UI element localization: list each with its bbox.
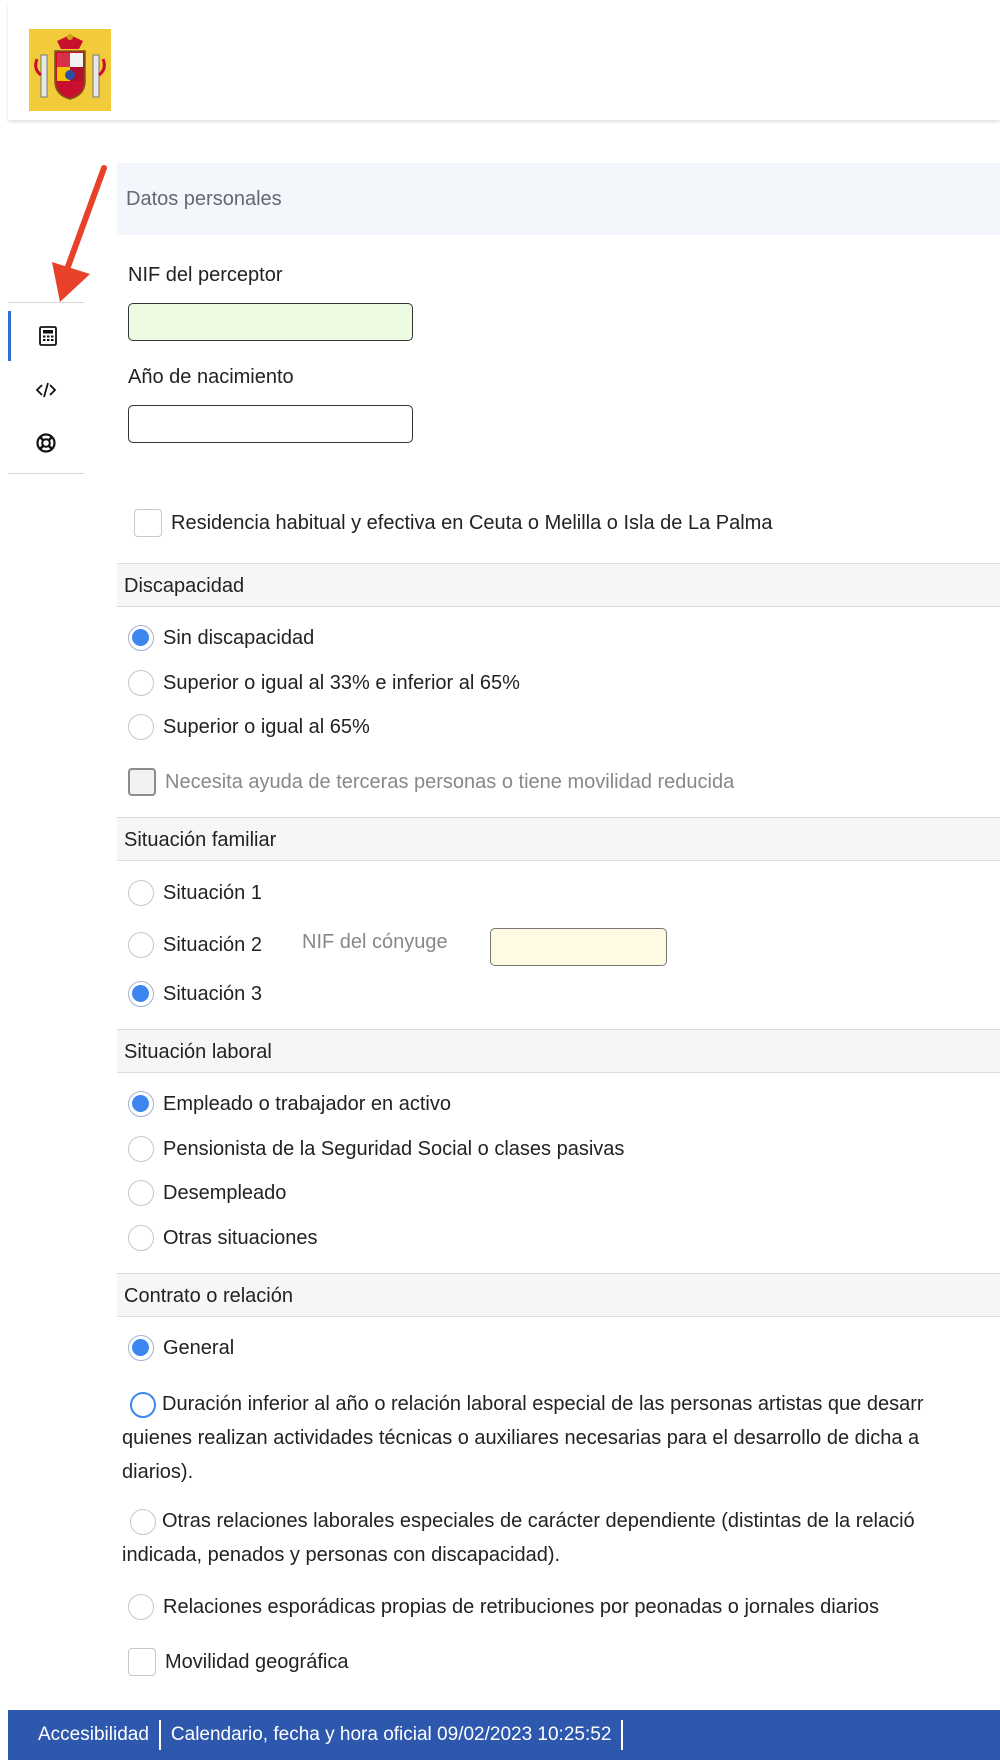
third-party-help-label: Necesita ayuda de terceras personas o tiene movilidad reducida (165, 770, 735, 793)
residence-label: Residencia habitual y efectiva en Ceuta o Melilla o Isla de La Palma (171, 511, 773, 534)
option-label: Empleado o trabajador en activo (163, 1092, 451, 1115)
radio-button[interactable] (128, 932, 154, 958)
radio-button[interactable] (128, 1335, 154, 1361)
option-label: Situación 3 (163, 982, 262, 1005)
option-label: Situación 1 (163, 881, 262, 904)
option-label-line1: Duración inferior al año o relación laboral especial de las personas artistas que desarr (162, 1393, 924, 1415)
contract-option-other-special[interactable] (122, 1504, 1000, 1572)
family-option-3[interactable] (128, 981, 262, 1007)
nav-item-help[interactable] (8, 418, 84, 468)
employment-option-pensioner[interactable] (128, 1136, 624, 1162)
family-option-1[interactable] (128, 880, 262, 906)
option-label: Pensionista de la Seguridad Social o clases pasivas (163, 1137, 625, 1160)
option-label: Superior o igual al 65% (163, 715, 370, 738)
third-party-help-checkbox[interactable] (128, 768, 156, 796)
official-calendar-link[interactable]: Calendario, fecha y hora oficial 09/02/2023 10:25:52 (170, 1724, 612, 1745)
radio-button[interactable] (128, 880, 154, 906)
radio-button[interactable] (128, 714, 154, 740)
option-label: Otras situaciones (163, 1226, 318, 1249)
employment-option-other[interactable] (128, 1225, 318, 1251)
option-label: Sin discapacidad (163, 626, 315, 649)
option-label-line2: quienes realizan actividades técnicas o auxiliares necesarias para el desarrollo de dicha a (122, 1427, 920, 1449)
lifebuoy-icon (35, 432, 57, 454)
code-icon (35, 379, 57, 401)
radio-button[interactable] (128, 981, 154, 1007)
family-option-2[interactable] (128, 932, 262, 958)
spain-coat-of-arms-logo[interactable] (29, 29, 111, 111)
calculator-icon (37, 325, 59, 347)
option-label: Superior o igual al 33% e inferior al 65% (163, 671, 520, 694)
section-title-personal-data: Datos personales (117, 163, 1000, 235)
radio-button[interactable] (128, 1136, 154, 1162)
side-navigation (8, 302, 84, 474)
option-label-line1: Otras relaciones laborales especiales de carácter dependiente (distintas de la relació (162, 1510, 915, 1532)
birth-year-input[interactable] (128, 405, 413, 443)
option-label: General (163, 1336, 235, 1359)
option-label: Desempleado (163, 1181, 287, 1204)
radio-button[interactable] (130, 1509, 156, 1535)
contract-option-short-duration[interactable] (122, 1387, 1000, 1489)
nif-input[interactable] (128, 303, 413, 341)
option-label: Situación 2 (163, 933, 262, 956)
group-header-family: Situación familiar (117, 817, 1000, 861)
radio-button[interactable] (128, 1180, 154, 1206)
geographic-mobility-label: Movilidad geográfica (165, 1650, 349, 1673)
annotation-arrow-icon (40, 160, 120, 310)
radio-button[interactable] (128, 1225, 154, 1251)
contract-option-general[interactable] (128, 1335, 234, 1361)
disability-option-33-65[interactable] (128, 670, 520, 696)
group-header-employment: Situación laboral (117, 1029, 1000, 1073)
accessibility-link[interactable]: Accesibilidad (38, 1724, 149, 1745)
spouse-nif-input[interactable] (490, 928, 667, 966)
employment-option-unemployed[interactable] (128, 1180, 286, 1206)
radio-button[interactable] (128, 1594, 154, 1620)
nav-item-code[interactable] (8, 365, 84, 415)
residence-checkbox[interactable] (134, 509, 162, 537)
geographic-mobility-row[interactable] (128, 1648, 348, 1676)
header-bar (8, 0, 1000, 120)
nif-label: NIF del perceptor (128, 264, 283, 286)
disability-option-65[interactable] (128, 714, 370, 740)
contract-option-sporadic[interactable] (128, 1594, 879, 1620)
spouse-nif-label: NIF del cónyuge (302, 931, 448, 953)
third-party-help-row[interactable] (128, 768, 734, 796)
option-label-line3: diarios). (122, 1461, 194, 1483)
radio-button[interactable] (130, 1392, 156, 1418)
nav-item-calculator[interactable] (8, 311, 84, 361)
birth-year-label: Año de nacimiento (128, 366, 294, 388)
group-header-contract: Contrato o relación (117, 1273, 1000, 1317)
footer-separator (621, 1720, 623, 1750)
option-label: Relaciones esporádicas propias de retribuciones por peonadas o jornales diarios (163, 1595, 879, 1618)
footer-bar (8, 1710, 1000, 1760)
residence-checkbox-row[interactable] (134, 509, 772, 537)
radio-button[interactable] (128, 670, 154, 696)
employment-option-employed[interactable] (128, 1091, 451, 1117)
option-label-line2: indicada, penados y personas con discapacidad). (122, 1544, 561, 1566)
geographic-mobility-checkbox[interactable] (128, 1648, 156, 1676)
group-header-disability: Discapacidad (117, 563, 1000, 607)
radio-button[interactable] (128, 1091, 154, 1117)
radio-button[interactable] (128, 625, 154, 651)
disability-option-none[interactable] (128, 625, 314, 651)
